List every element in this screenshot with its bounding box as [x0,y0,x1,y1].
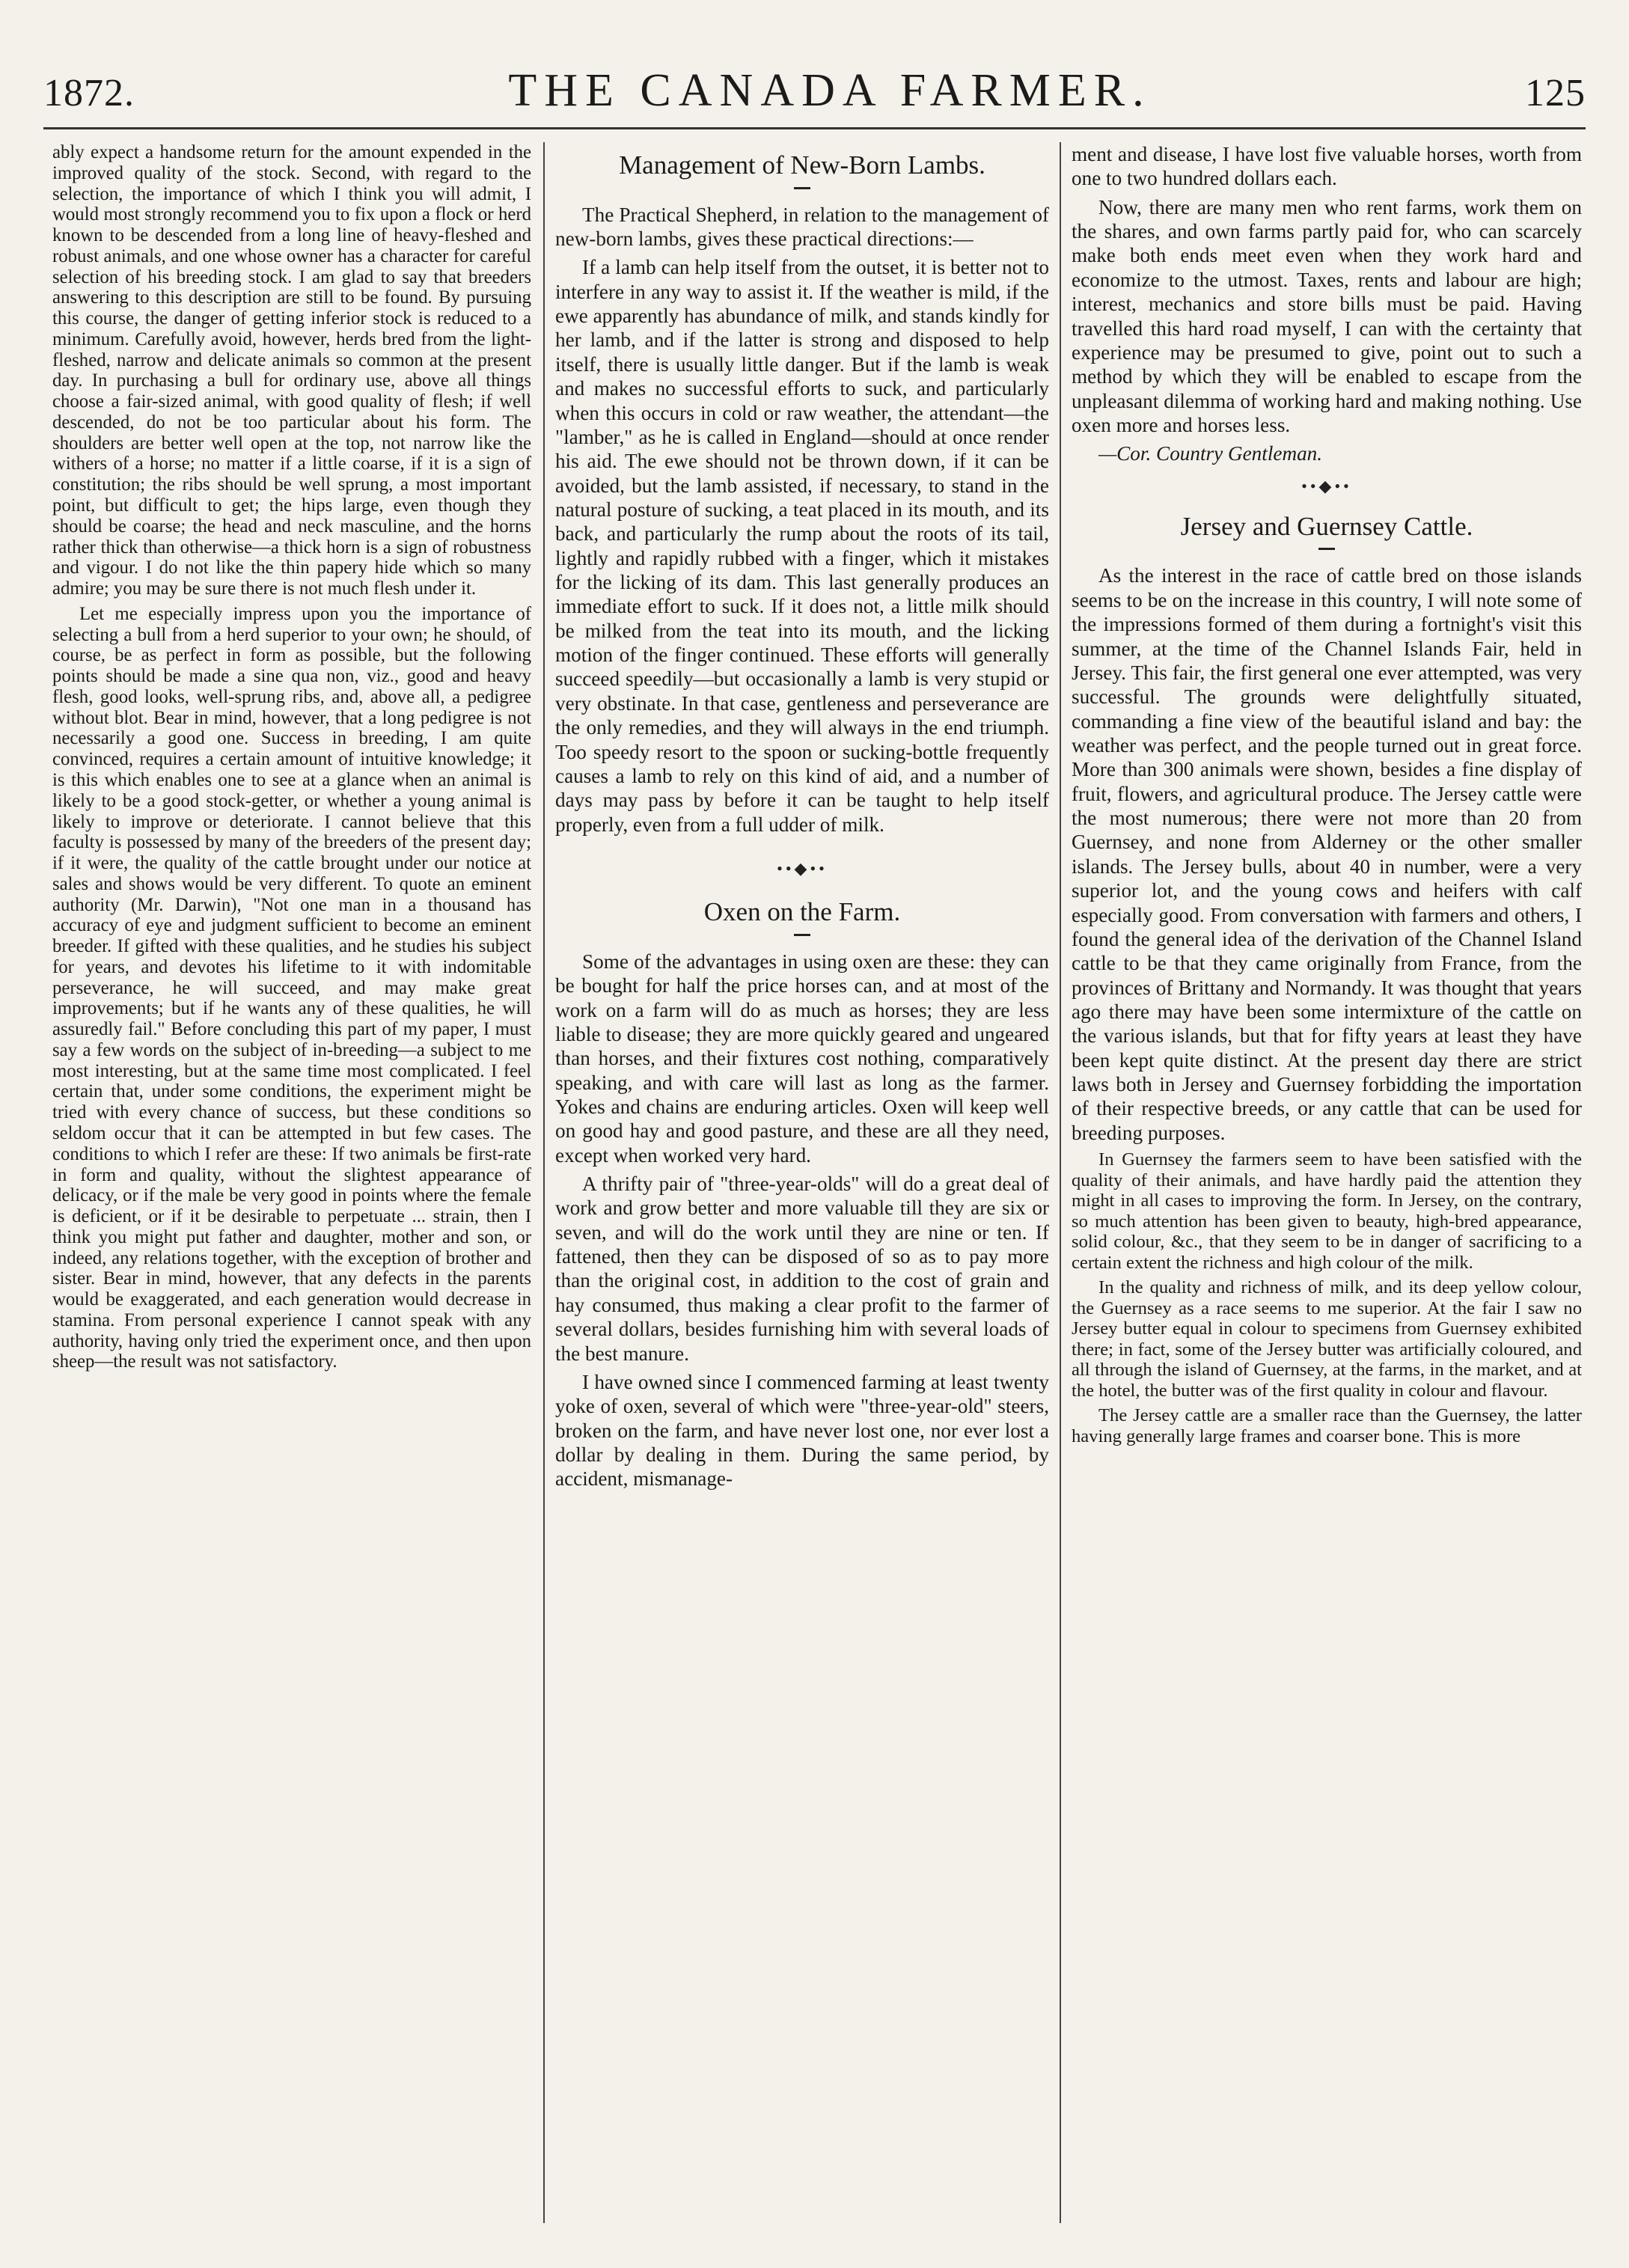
heading-dash [794,934,810,936]
oxen-paragraph: I have owned since I commenced farming at least twenty yoke of oxen, several of which were "three-year-old" steers, broken on the farm, and have never lost one, nor ever lost a dollar by dealing in them. During the same period, by accident, mismanage- [555,1370,1049,1491]
newspaper-title: THE CANADA FARMER. [508,65,1152,116]
masthead [43,64,1586,124]
lambs-paragraph: If a lamb can help itself from the outset, it is better not to interfere in any way to assist it. If the weather is mild, if the ewe apparently has abundance of milk, and stands kindly for her lamb, and if the latter is strong and disposed to help itself, there is usually little danger. But if the lamb is weak and makes no successful efforts to suck, and particularly when this occurs in cold or raw weather, the attendant—the "lamber," as he is called in England—should at once render his aid. The ewe should not be thrown down, if it can be avoided, but the lamb assisted, if necessary, to stand in the natural posture of sucking, a teat placed in its mouth, and its back, and particularly the rump about the roots of its tail, lightly and rapidly rubbed with a finger, which it mistakes for the licking of its dam. This last generally produces an immediate effort to suck. If it does not, a little milk should be milked from the teat into its mouth, and the licking motion of the finger continued. These efforts will generally succeed speedily—but occasionally a lamb is very stupid or very obstinate. In that case, gentleness and perseverance are the only remedies, and they will always in the end triumph. Too speedy resort to the spoon or sucking-bottle frequently causes a lamb to rely on this kind of aid, and a number of days may pass by before it can be taught to help itself properly, even from a full udder of milk. [555,256,1049,836]
oxen-continued-paragraph: Now, there are many men who rent farms, work them on the shares, and own farms partly paid for, who can scarcely make both ends meet even when they work hard and economize to the utmost. Taxes, rents and labour are high; interest, mechanics and store bills must be paid. Having travelled this hard road myself, I can with the certainty that experience may be presumed to give, point out to such a method by which they will be enabled to escape from the unpleasant dilemma of working hard and making nothing. Use oxen more and horses less. [1072,195,1582,436]
column-divider [1060,142,1061,2223]
lambs-paragraph: The Practical Shepherd, in relation to the management of new-born lambs, gives these practical directions:— [555,203,1049,250]
source-citation: —Cor. Country Gentleman. [1098,442,1323,465]
issue-year: 1872. [43,72,135,114]
oxen-continued-paragraph: ment and disease, I have lost five valuable horses, worth from one to two hundred dollars each. [1072,143,1582,190]
masthead-rule [43,127,1586,129]
section-ornament: ••◆•• [1301,476,1352,495]
jersey-paragraph: In the quality and richness of milk, and its deep yellow colour, the Guernsey as a race seems to me superior. At the fair I saw no Jersey butter equal in colour to specimens from Guernsey exhibited there; in fact, some of the Jersey butter was artificially coloured, and all through the island of Guernsey, at the farms, in the market, and at the hotel, the butter was of the first quality in colour and flavour. [1072,1277,1582,1401]
jersey-paragraph: In Guernsey the farmers seem to have been satisfied with the quality of their animals, and have hardly paid the attention they might in all cases to improving the form. In Jersey, on the contrary, so much attention has been given to beauty, high-bred appearance, solid colour, &c., that they seem to be in danger of sacrificing to a certain extent the richness and high colour of the milk. [1072,1149,1582,1273]
jersey-paragraph: As the interest in the race of cattle bred on those islands seems to be on the increase in this country, I will note some of the impressions formed of them during a fortnight's visit this summer, at the time of the Channel Islands Fair, held in Jersey. This fair, the first general one ever attempted, was very successful. The grounds were delightfully situated, commanding a fine view of the beautiful island and bay: the weather was perfect, and the people turned out in great force. More than 300 animals were shown, besides a fine display of fruit, flowers, and agricultural produce. The Jersey cattle were the most numerous; there were not more than 20 from Guernsey, and none from Alderney or the other smaller islands. The Jersey bulls, about 40 in number, were a very superior lot, and the young cows and heifers with calf especially good. From conversation with farmers and others, I found the general idea of the derivation of the Channel Island cattle to be that they came originally from France, from the provinces of Brittany and Normandy. It was thought that years ago there may have been some intermixture of the cattle on the various islands, but that for fifty years at least they have been kept quite distinct. At the present day there are strict laws both in Jersey and Guernsey forbidding the importation of their respective breeds, or any cattle that can be used for breeding purposes. [1072,564,1582,1144]
jersey-small-type [1072,1149,1582,1446]
oxen-heading: Oxen on the Farm. [703,897,901,927]
section-ornament: ••◆•• [777,858,828,878]
article-paragraph: ably expect a handsome return for the amount expended in the improved quality of the stock. Second, with regard to the selection, the importance of which I think you will admit, I would most strongly recommend you to fix upon a flock or herd known to be descended from a long line of heavy-fleshed and robust animals, and one whose owner has a character for careful selection of his breeding stock. I am glad to say that breeders answering to this description are still to be found. By pursuing this course, the danger of getting inferior stock is reduced to a minimum. Carefully avoid, however, herds bred from the light-fleshed, narrow and delicate animals so common at the present day. In purchasing a bull for ordinary use, above all things choose a fair-sized animal, with good quality of flesh; if well descended, do not be too particular about his form. The shoulders are better well open at the top, not narrow like the withers of a horse; no matter if a little coarse, if it is a sign of constitution; the ribs should be well sprung, a most important point, but difficult to get; the hips large, even though they should be coarse; the head and neck masculine, and the horns rather thick than otherwise—a thick horn is a sign of robustness and vigour. I do not like the thin papery hide which so many admire; you may be sure there is not much flesh under it. [52,142,531,599]
heading-dash [1318,548,1335,550]
jersey-paragraph: The Jersey cattle are a smaller race than the Guernsey, the latter having generally large frames and coarser bone. This is more [1072,1405,1582,1447]
column-1 [52,142,531,2223]
heading-dash [794,187,810,189]
column-2 [555,142,1049,2223]
column-3 [1072,142,1582,2223]
column-divider [543,142,545,2223]
jersey-heading: Jersey and Guernsey Cattle. [1180,511,1473,541]
page-number: 125 [1525,72,1586,114]
oxen-paragraph: A thrifty pair of "three-year-olds" will do a great deal of work and grow better and more valuable till they are six or seven, and will do the work until they are nine or ten. If fattened, then they can be disposed of so as to pay more than the original cost, in addition to the cost of grain and hay consumed, thus making a clear profit to the farmer of several dollars, besides furnishing him with several loads of the best manure. [555,1173,1049,1365]
oxen-paragraph: Some of the advantages in using oxen are these: they can be bought for half the price horses can, and at most of the work on a farm will do as much as horses; they are less liable to disease; they are more quickly geared and ungeared than horses, and their fixtures cost nothing, comparatively speaking, and with care will last as long as the farmer. Yokes and chains are enduring articles. Oxen will keep well on good hay and good pasture, and these are all they need, except when worked very hard. [555,950,1049,1167]
lambs-heading: Management of New-Born Lambs. [619,150,985,180]
article-source [1072,441,1582,465]
article-paragraph: Let me especially impress upon you the importance of selecting a bull from a herd superior to your own; he should, of course, be as perfect in form as possible, but the following points should be made a sine qua non, viz., good and heavy flesh, good looks, well-sprung ribs, and, above all, a pedigree without blot. Bear in mind, however, that a long pedigree is not necessarily a good one. Success in breeding, I am quite convinced, requires a certain amount of intuitive knowledge; it is this which enables one to see at a glance when an animal is likely to be a good stock-getter, or whether a young animal is likely to improve or deteriorate. I cannot believe that this faculty is possessed by many of the breeders of the present day; if it were, the quality of the cattle brought under our notice at sales and shows would be very different. To quote an eminent authority (Mr. Darwin), "Not one man in a thousand has accuracy of eye and judgment sufficient to become an eminent breeder. If gifted with these qualities, and he studies his subject for years, and devotes his lifetime to it with indomitable perseverance, he will succeed, and may make great improvements; but if he wants any of these qualities, he will assuredly fail." Before concluding this part of my paper, I must say a few words on the subject of in-breeding—a subject to me most interesting, but at the same time most complicated. I feel certain that, under some conditions, the experiment might be tried with every chance of success, but these conditions so seldom occur that it can be attempted in but few cases. The conditions to which I refer are these: If two animals be first-rate in form and quality, without the slightest appearance of delicacy, or if the male be very good in points where the female is deficient, or if it be desirable to perpetuate ... strain, then I think you might put father and daughter, mother and son, or indeed, any relations together, with the exception of brother and sister. Bear in mind, however, that any defects in the parents would be exaggerated, and each generation would decrease in stamina. From personal experience I cannot speak with any authority, having only tried the experiment once, and then upon sheep—the result was not satisfactory. [52,603,531,1372]
